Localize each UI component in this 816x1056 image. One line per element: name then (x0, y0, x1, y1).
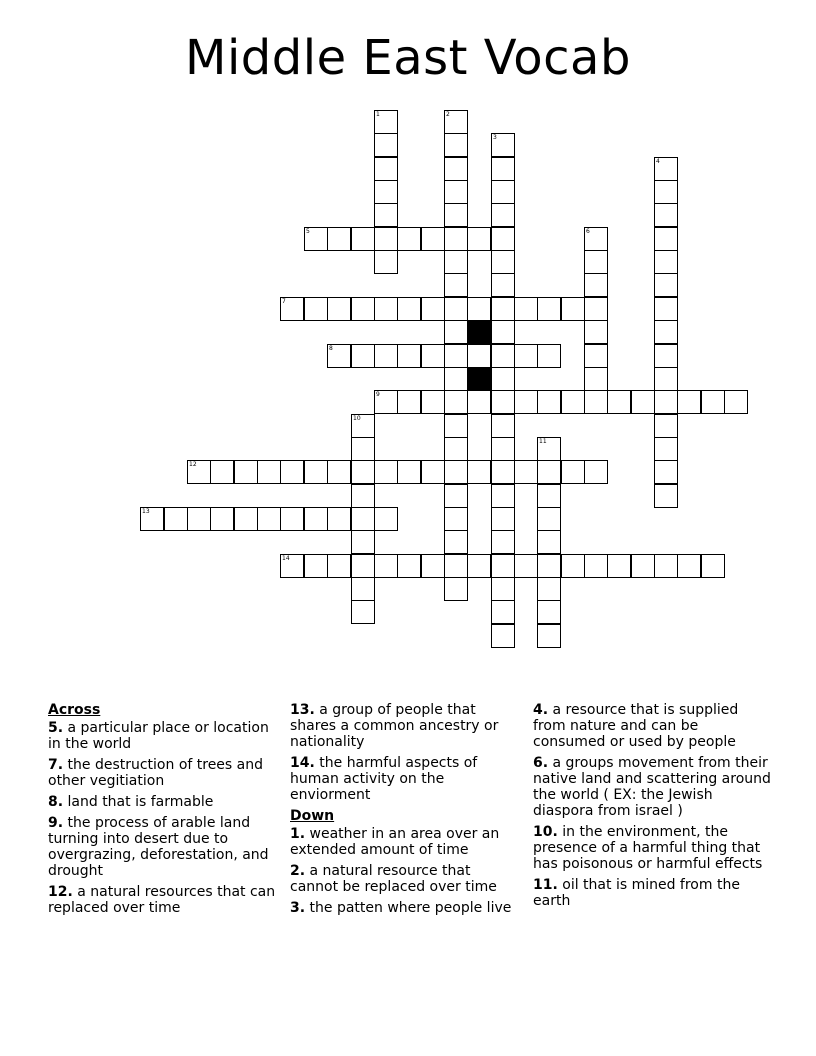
grid-cell[interactable] (467, 554, 491, 578)
grid-cell[interactable] (491, 437, 515, 461)
grid-cell[interactable] (491, 344, 515, 368)
grid-cell[interactable] (654, 484, 678, 508)
grid-cell[interactable] (421, 554, 445, 578)
grid-cell[interactable] (561, 460, 585, 484)
clue-number: 11 (539, 438, 547, 445)
down-clue (533, 824, 773, 872)
clue-number: 12 (189, 461, 197, 468)
grid-cell[interactable] (654, 250, 678, 274)
grid-cell[interactable] (444, 250, 468, 274)
grid-cell[interactable] (444, 554, 468, 578)
grid-cell[interactable] (491, 157, 515, 181)
grid-cell[interactable] (654, 554, 678, 578)
grid-cell[interactable] (444, 320, 468, 344)
grid-cell[interactable] (374, 203, 398, 227)
clue-text: a groups movement from their native land and scattering around the world ( EX: the Jewish diaspora from israel ) (533, 755, 771, 819)
down-clue (533, 877, 773, 909)
grid-cell[interactable] (304, 227, 328, 251)
grid-cell[interactable] (421, 227, 445, 251)
clue-text: oil that is mined from the earth (533, 877, 740, 909)
grid-cell[interactable] (351, 554, 375, 578)
grid-cell[interactable] (444, 297, 468, 321)
grid-cell[interactable] (444, 437, 468, 461)
grid-cell[interactable] (491, 367, 515, 391)
grid-cell[interactable] (327, 227, 351, 251)
clue-number: 3. (290, 900, 306, 916)
clue-number: 5 (306, 228, 310, 235)
grid-cell[interactable] (304, 507, 328, 531)
grid-cell[interactable] (397, 344, 421, 368)
grid-cell[interactable] (351, 507, 375, 531)
grid-cell[interactable] (444, 180, 468, 204)
clue-number: 1. (290, 826, 306, 842)
down-clue (533, 755, 773, 819)
clue-text: a particular place or location in the world (48, 720, 269, 752)
grid-cell[interactable] (351, 577, 375, 601)
grid-cell[interactable] (351, 344, 375, 368)
across-heading: Across (48, 702, 101, 718)
grid-cell[interactable] (584, 273, 608, 297)
clue-number: 6. (533, 755, 549, 771)
grid-cell[interactable] (210, 507, 234, 531)
grid-cell[interactable] (654, 297, 678, 321)
grid-cell[interactable] (397, 554, 421, 578)
grid-cell[interactable] (654, 460, 678, 484)
grid-cell[interactable] (491, 273, 515, 297)
grid-cell[interactable] (444, 133, 468, 157)
grid-cell[interactable] (561, 297, 585, 321)
grid-cell[interactable] (374, 344, 398, 368)
grid-cell[interactable] (607, 554, 631, 578)
clue-text: in the environment, the presence of a harmful thing that has poisonous or harmful effects (533, 824, 763, 872)
grid-cell[interactable] (631, 554, 655, 578)
clue-text: a group of people that shares a common ancestry or nationality (290, 702, 499, 750)
clue-number: 3 (493, 134, 497, 141)
grid-cell[interactable] (444, 227, 468, 251)
grid-cell[interactable] (537, 344, 561, 368)
grid-cell[interactable] (537, 297, 561, 321)
grid-cell[interactable] (374, 297, 398, 321)
grid-cell[interactable] (444, 203, 468, 227)
grid-cell[interactable] (164, 507, 188, 531)
grid-cell[interactable] (654, 157, 678, 181)
grid-cell[interactable] (491, 507, 515, 531)
grid-cell[interactable] (654, 367, 678, 391)
grid-cell[interactable] (491, 320, 515, 344)
grid-cell[interactable] (444, 110, 468, 134)
grid-cell[interactable] (514, 297, 538, 321)
grid-cell[interactable] (491, 600, 515, 624)
grid-cell[interactable] (397, 390, 421, 414)
grid-cell[interactable] (374, 554, 398, 578)
grid-cell[interactable] (351, 530, 375, 554)
clue-number: 13. (290, 702, 315, 718)
down-clue (533, 702, 773, 750)
clue-text: a natural resources that can replaced over time (48, 884, 276, 916)
grid-cell[interactable] (491, 180, 515, 204)
grid-cell[interactable] (654, 273, 678, 297)
grid-cell[interactable] (491, 530, 515, 554)
grid-cell[interactable] (654, 227, 678, 251)
grid-cell[interactable] (584, 297, 608, 321)
across-clue (290, 755, 520, 803)
grid-cell[interactable] (374, 250, 398, 274)
grid-cell[interactable] (304, 460, 328, 484)
clues-column-1 (48, 702, 283, 921)
grid-cell[interactable] (491, 460, 515, 484)
grid-cell[interactable] (491, 414, 515, 438)
grid-cell[interactable] (280, 297, 304, 321)
across-clue (48, 815, 283, 879)
grid-cell[interactable] (537, 577, 561, 601)
clue-number: 14. (290, 755, 315, 771)
across-clue (48, 720, 283, 752)
grid-cell[interactable] (467, 460, 491, 484)
grid-cell[interactable] (374, 180, 398, 204)
grid-cell[interactable] (654, 437, 678, 461)
grid-cell[interactable] (537, 600, 561, 624)
clues-column-3 (533, 702, 773, 914)
clue-number: 10 (353, 415, 361, 422)
grid-cell[interactable] (421, 460, 445, 484)
grid-cell[interactable] (444, 507, 468, 531)
clues-column-2 (290, 702, 520, 921)
grid-cell[interactable] (467, 227, 491, 251)
clue-number: 8. (48, 794, 64, 810)
clue-text: a resource that is supplied from nature and can be consumed or used by people (533, 702, 739, 750)
grid-cell[interactable] (537, 530, 561, 554)
grid-cell[interactable] (677, 554, 701, 578)
clue-text: a natural resource that cannot be replaced over time (290, 863, 497, 895)
grid-cell[interactable] (537, 484, 561, 508)
down-clue (290, 826, 520, 858)
clue-number: 4 (656, 158, 660, 165)
grid-cell[interactable] (374, 110, 398, 134)
grid-cell[interactable] (537, 507, 561, 531)
grid-cell[interactable] (351, 460, 375, 484)
clue-number: 2. (290, 863, 306, 879)
grid-cell[interactable] (584, 367, 608, 391)
grid-cell[interactable] (327, 297, 351, 321)
clue-number: 7 (282, 298, 286, 305)
grid-cell[interactable] (491, 203, 515, 227)
grid-cell[interactable] (351, 414, 375, 438)
grid-cell[interactable] (537, 437, 561, 461)
clue-number: 14 (282, 555, 290, 562)
grid-cell[interactable] (701, 390, 725, 414)
down-clue (290, 863, 520, 895)
clue-number: 12. (48, 884, 73, 900)
grid-cell[interactable] (584, 554, 608, 578)
clue-number: 13 (142, 508, 150, 515)
grid-cell[interactable] (584, 390, 608, 414)
clue-text: the harmful aspects of human activity on the enviorment (290, 755, 478, 803)
grid-cell[interactable] (561, 390, 585, 414)
grid-cell[interactable] (514, 554, 538, 578)
grid-cell[interactable] (351, 484, 375, 508)
grid-cell[interactable] (444, 530, 468, 554)
grid-cell[interactable] (327, 460, 351, 484)
grid-cell[interactable] (421, 297, 445, 321)
grid-cell[interactable] (351, 227, 375, 251)
blocked-cell (467, 367, 491, 391)
grid-cell[interactable] (374, 507, 398, 531)
grid-cell[interactable] (374, 227, 398, 251)
grid-cell[interactable] (187, 507, 211, 531)
grid-cell[interactable] (467, 344, 491, 368)
grid-cell[interactable] (444, 157, 468, 181)
grid-cell[interactable] (654, 180, 678, 204)
grid-cell[interactable] (234, 460, 258, 484)
grid-cell[interactable] (537, 624, 561, 648)
grid-cell[interactable] (327, 554, 351, 578)
grid-cell[interactable] (444, 390, 468, 414)
grid-cell[interactable] (280, 460, 304, 484)
grid-cell[interactable] (491, 577, 515, 601)
across-clue (290, 702, 520, 750)
grid-cell[interactable] (444, 367, 468, 391)
grid-cell[interactable] (607, 390, 631, 414)
down-clue (290, 900, 520, 916)
grid-cell[interactable] (374, 157, 398, 181)
grid-cell[interactable] (374, 133, 398, 157)
grid-cell[interactable] (140, 507, 164, 531)
grid-cell[interactable] (584, 344, 608, 368)
grid-cell[interactable] (351, 600, 375, 624)
grid-cell[interactable] (724, 390, 748, 414)
across-clue (48, 884, 283, 916)
clue-number: 6 (586, 228, 590, 235)
grid-cell[interactable] (421, 390, 445, 414)
grid-cell[interactable] (584, 250, 608, 274)
clue-text: the destruction of trees and other vegitiation (48, 757, 264, 789)
grid-cell[interactable] (467, 390, 491, 414)
grid-cell[interactable] (491, 227, 515, 251)
grid-cell[interactable] (654, 414, 678, 438)
across-clue (48, 794, 283, 810)
grid-cell[interactable] (514, 460, 538, 484)
grid-cell[interactable] (444, 273, 468, 297)
grid-cell[interactable] (584, 320, 608, 344)
clue-text: the patten where people live (305, 900, 512, 916)
grid-cell[interactable] (234, 507, 258, 531)
clue-text: weather in an area over an extended amount of time (290, 826, 500, 858)
clue-number: 10. (533, 824, 558, 840)
grid-cell[interactable] (654, 390, 678, 414)
clue-number: 7. (48, 757, 64, 773)
grid-cell[interactable] (444, 414, 468, 438)
clue-number: 2 (446, 111, 450, 118)
down-heading: Down (290, 808, 335, 824)
clue-text: land that is farmable (63, 794, 214, 810)
grid-cell[interactable] (491, 133, 515, 157)
grid-cell[interactable] (257, 507, 281, 531)
clue-number: 9 (376, 391, 380, 398)
grid-cell[interactable] (397, 297, 421, 321)
grid-cell[interactable] (304, 297, 328, 321)
grid-cell[interactable] (304, 554, 328, 578)
grid-cell[interactable] (677, 390, 701, 414)
grid-cell[interactable] (561, 554, 585, 578)
grid-cell[interactable] (491, 554, 515, 578)
grid-cell[interactable] (351, 437, 375, 461)
grid-cell[interactable] (654, 344, 678, 368)
grid-cell[interactable] (537, 554, 561, 578)
grid-cell[interactable] (444, 460, 468, 484)
grid-cell[interactable] (444, 344, 468, 368)
clue-text: the process of arable land turning into desert due to overgrazing, deforestation, and drought (48, 815, 269, 879)
grid-cell[interactable] (467, 297, 491, 321)
puzzle-title: Middle East Vocab (185, 30, 631, 86)
blocked-cell (467, 320, 491, 344)
clue-number: 5. (48, 720, 64, 736)
grid-cell[interactable] (351, 297, 375, 321)
grid-cell[interactable] (210, 460, 234, 484)
clue-number: 11. (533, 877, 558, 893)
grid-cell[interactable] (514, 344, 538, 368)
clue-number: 8 (329, 345, 333, 352)
grid-cell[interactable] (654, 203, 678, 227)
grid-cell[interactable] (584, 460, 608, 484)
grid-cell[interactable] (421, 344, 445, 368)
grid-cell[interactable] (537, 390, 561, 414)
grid-cell[interactable] (280, 554, 304, 578)
grid-cell[interactable] (257, 460, 281, 484)
clue-number: 9. (48, 815, 64, 831)
grid-cell[interactable] (491, 297, 515, 321)
grid-cell[interactable] (654, 320, 678, 344)
grid-cell[interactable] (491, 250, 515, 274)
clue-number: 1 (376, 111, 380, 118)
grid-cell[interactable] (701, 554, 725, 578)
grid-cell[interactable] (491, 390, 515, 414)
grid-cell[interactable] (444, 484, 468, 508)
grid-cell[interactable] (280, 507, 304, 531)
grid-cell[interactable] (187, 460, 211, 484)
grid-cell[interactable] (374, 460, 398, 484)
grid-cell[interactable] (397, 460, 421, 484)
clue-number: 4. (533, 702, 549, 718)
grid-cell[interactable] (514, 390, 538, 414)
grid-cell[interactable] (631, 390, 655, 414)
grid-cell[interactable] (444, 577, 468, 601)
grid-cell[interactable] (584, 227, 608, 251)
across-clue (48, 757, 283, 789)
grid-cell[interactable] (327, 344, 351, 368)
grid-cell[interactable] (374, 390, 398, 414)
grid-cell[interactable] (397, 227, 421, 251)
grid-cell[interactable] (491, 624, 515, 648)
grid-cell[interactable] (537, 460, 561, 484)
grid-cell[interactable] (327, 507, 351, 531)
grid-cell[interactable] (491, 484, 515, 508)
